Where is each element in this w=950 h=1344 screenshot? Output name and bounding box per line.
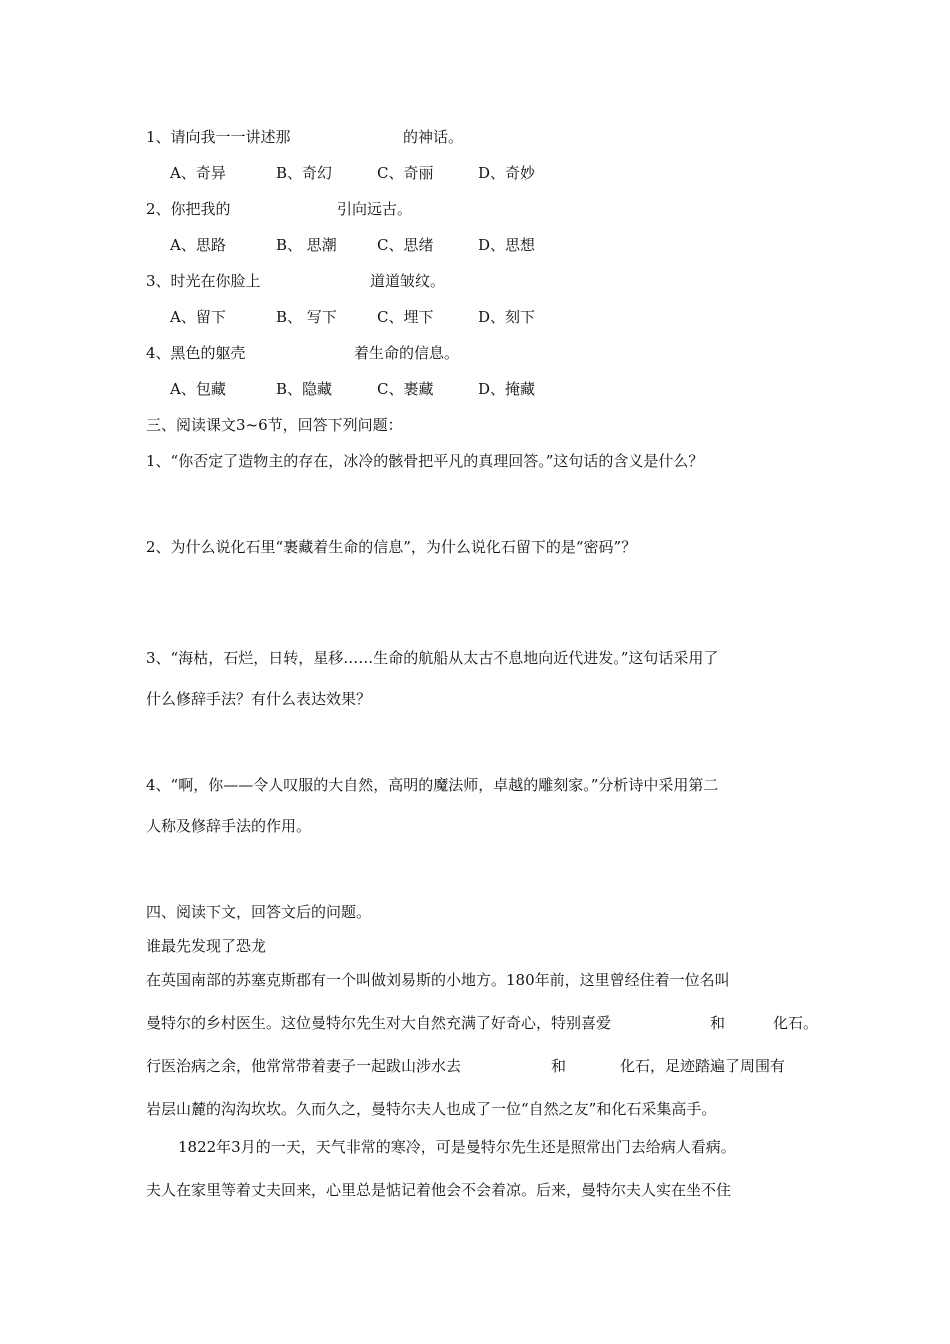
paragraph-2-line-1: 1822年3月的一天，天气非常的寒冷，可是曼特尔先生还是照常出门去给病人看病。 (178, 1138, 736, 1156)
paragraph-1-line-3-part-c: 化石，足迹踏遍了周围有 (620, 1057, 786, 1075)
option-c: C、埋下 (377, 308, 434, 326)
section-3-question-4-line-2: 人称及修辞手法的作用。 (146, 817, 312, 835)
question-3-text-after: 道道皱纹。 (370, 272, 446, 290)
paragraph-1-line-1: 在英国南部的苏塞克斯郡有一个叫做刘易斯的小地方。180年前，这里曾经住着一位名叫 (146, 971, 730, 989)
paragraph-1-line-2-part-b: 和 (710, 1014, 726, 1032)
option-b: B、奇幻 (276, 164, 333, 182)
section-3-heading: 三、阅读课文3~6节，回答下列问题： (146, 416, 403, 434)
option-d: D、思想 (478, 236, 536, 254)
question-1-text-after: 的神话。 (403, 128, 464, 146)
question-1-text-before: 1、请向我一一讲述那 (146, 128, 291, 146)
option-b: B、 写下 (276, 308, 337, 326)
option-c: C、裹藏 (377, 380, 434, 398)
paragraph-1-line-2-part-c: 化石。 (773, 1014, 819, 1032)
option-d: D、掩藏 (478, 380, 536, 398)
option-c: C、奇丽 (377, 164, 434, 182)
option-d: D、奇妙 (478, 164, 536, 182)
section-3-question-4-line-1: 4、“啊，你——令人叹服的大自然，高明的魔法师，卓越的雕刻家。”分析诗中采用第二 (146, 776, 719, 794)
paragraph-1-line-3-part-b: 和 (551, 1057, 567, 1075)
section-4-heading: 四、阅读下文，回答文后的问题。 (146, 903, 372, 921)
option-b: B、 思潮 (276, 236, 337, 254)
section-3-question-1: 1、“你否定了造物主的存在，冰冷的骸骨把平凡的真理回答。”这句话的含义是什么？ (146, 452, 704, 470)
option-a: A、思路 (170, 236, 226, 254)
paragraph-1-line-2-part-a: 曼特尔的乡村医生。这位曼特尔先生对大自然充满了好奇心，特别喜爱 (146, 1014, 612, 1032)
question-4-text-after: 着生命的信息。 (354, 344, 460, 362)
section-3-question-3-line-1: 3、“海枯，石烂，日转，星移……生命的航船从太古不息地向近代进发。”这句话采用了 (146, 649, 719, 667)
paragraph-1-line-3-part-a: 行医治病之余，他常常带着妻子一起跋山涉水去 (146, 1057, 462, 1075)
option-d: D、刻下 (478, 308, 536, 326)
section-3-question-2: 2、为什么说化石里“裹藏着生命的信息”，为什么说化石留下的是“密码”？ (146, 538, 637, 556)
question-4-text-before: 4、黑色的躯壳 (146, 344, 246, 362)
question-2-text-after: 引向远古。 (337, 200, 413, 218)
option-c: C、思绪 (377, 236, 434, 254)
question-2-text-before: 2、你把我的 (146, 200, 231, 218)
option-a: A、奇异 (170, 164, 226, 182)
option-a: A、包藏 (170, 380, 226, 398)
paragraph-1-line-4: 岩层山麓的沟沟坎坎。久而久之，曼特尔夫人也成了一位“自然之友”和化石采集高手。 (146, 1100, 717, 1118)
paragraph-2-line-2: 夫人在家里等着丈夫回来，心里总是惦记着他会不会着凉。后来，曼特尔夫人实在坐不住 (146, 1181, 732, 1199)
option-a: A、留下 (170, 308, 226, 326)
article-title: 谁最先发现了恐龙 (146, 937, 267, 955)
section-3-question-3-line-2: 什么修辞手法？有什么表达效果？ (146, 690, 372, 708)
option-b: B、隐藏 (276, 380, 333, 398)
question-3-text-before: 3、时光在你脸上 (146, 272, 261, 290)
